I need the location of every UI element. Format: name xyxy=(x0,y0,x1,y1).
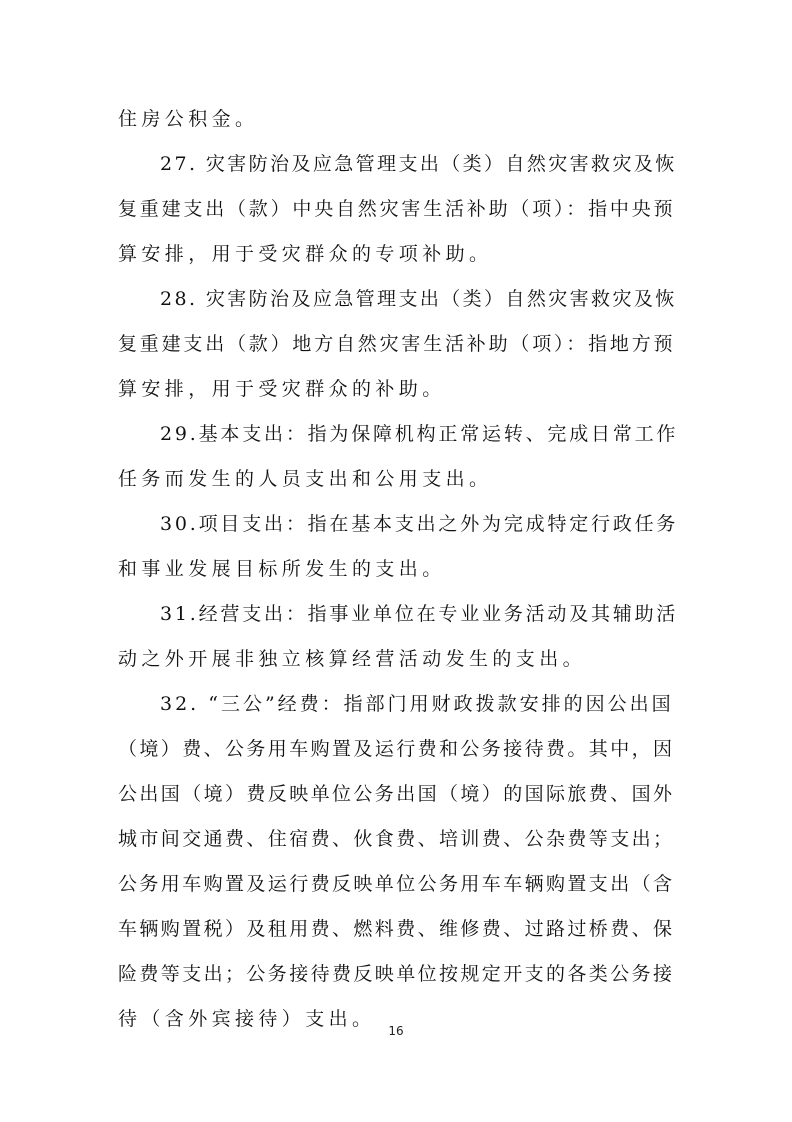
paragraph-27-line-1: 27. 灾害防治及应急管理支出（类）自然灾害救灾及恢 xyxy=(160,153,677,175)
text-line: 待（含外宾接待）支出。 xyxy=(118,1008,376,1030)
paragraph-28-line-1: 28. 灾害防治及应急管理支出（类）自然灾害救灾及恢 xyxy=(160,288,677,310)
text-line: 公出国（境）费反映单位公务出国（境）的国际旅费、国外 xyxy=(118,783,675,805)
text-line: 车辆购置税）及租用费、燃料费、维修费、过路过桥费、保 xyxy=(118,918,675,940)
text-line: 算安排，用于受灾群众的专项补助。 xyxy=(118,243,493,265)
text-line: 城市间交通费、住宿费、伙食费、培训费、公杂费等支出； xyxy=(118,828,675,850)
text-line: 复重建支出（款）地方自然灾害生活补助（项）：指地方预 xyxy=(118,333,676,355)
paragraph-32-line-1: 32. “三公”经费：指部门用财政拨款安排的因公出国 xyxy=(160,693,674,715)
text-line: 和事业发展目标所发生的支出。 xyxy=(118,558,446,580)
paragraph-30-line-1: 30.项目支出：指在基本支出之外为完成特定行政任务 xyxy=(160,513,679,535)
text-line: 险费等支出；公务接待费反映单位按规定开支的各类公务接 xyxy=(118,963,675,985)
text-line: 任务而发生的人员支出和公用支出。 xyxy=(118,468,493,490)
text-line: 动之外开展非独立核算经营活动发生的支出。 xyxy=(118,648,587,670)
document-body xyxy=(118,97,678,1042)
paragraph-31-line-1: 31.经营支出：指事业单位在专业业务活动及其辅助活 xyxy=(160,603,679,625)
text-line: 算安排，用于受灾群众的补助。 xyxy=(118,378,446,400)
text-line: （境）费、公务用车购置及运行费和公务接待费。其中，因 xyxy=(118,738,675,760)
text-line: 复重建支出（款）中央自然灾害生活补助（项）：指中央预 xyxy=(118,198,676,220)
paragraph-29-line-1: 29.基本支出：指为保障机构正常运转、完成日常工作 xyxy=(160,423,679,445)
text-line: 住房公积金。 xyxy=(118,108,259,130)
text-line: 公务用车购置及运行费反映单位公务用车车辆购置支出（含 xyxy=(118,873,675,895)
page-number: 16 xyxy=(388,1024,404,1038)
